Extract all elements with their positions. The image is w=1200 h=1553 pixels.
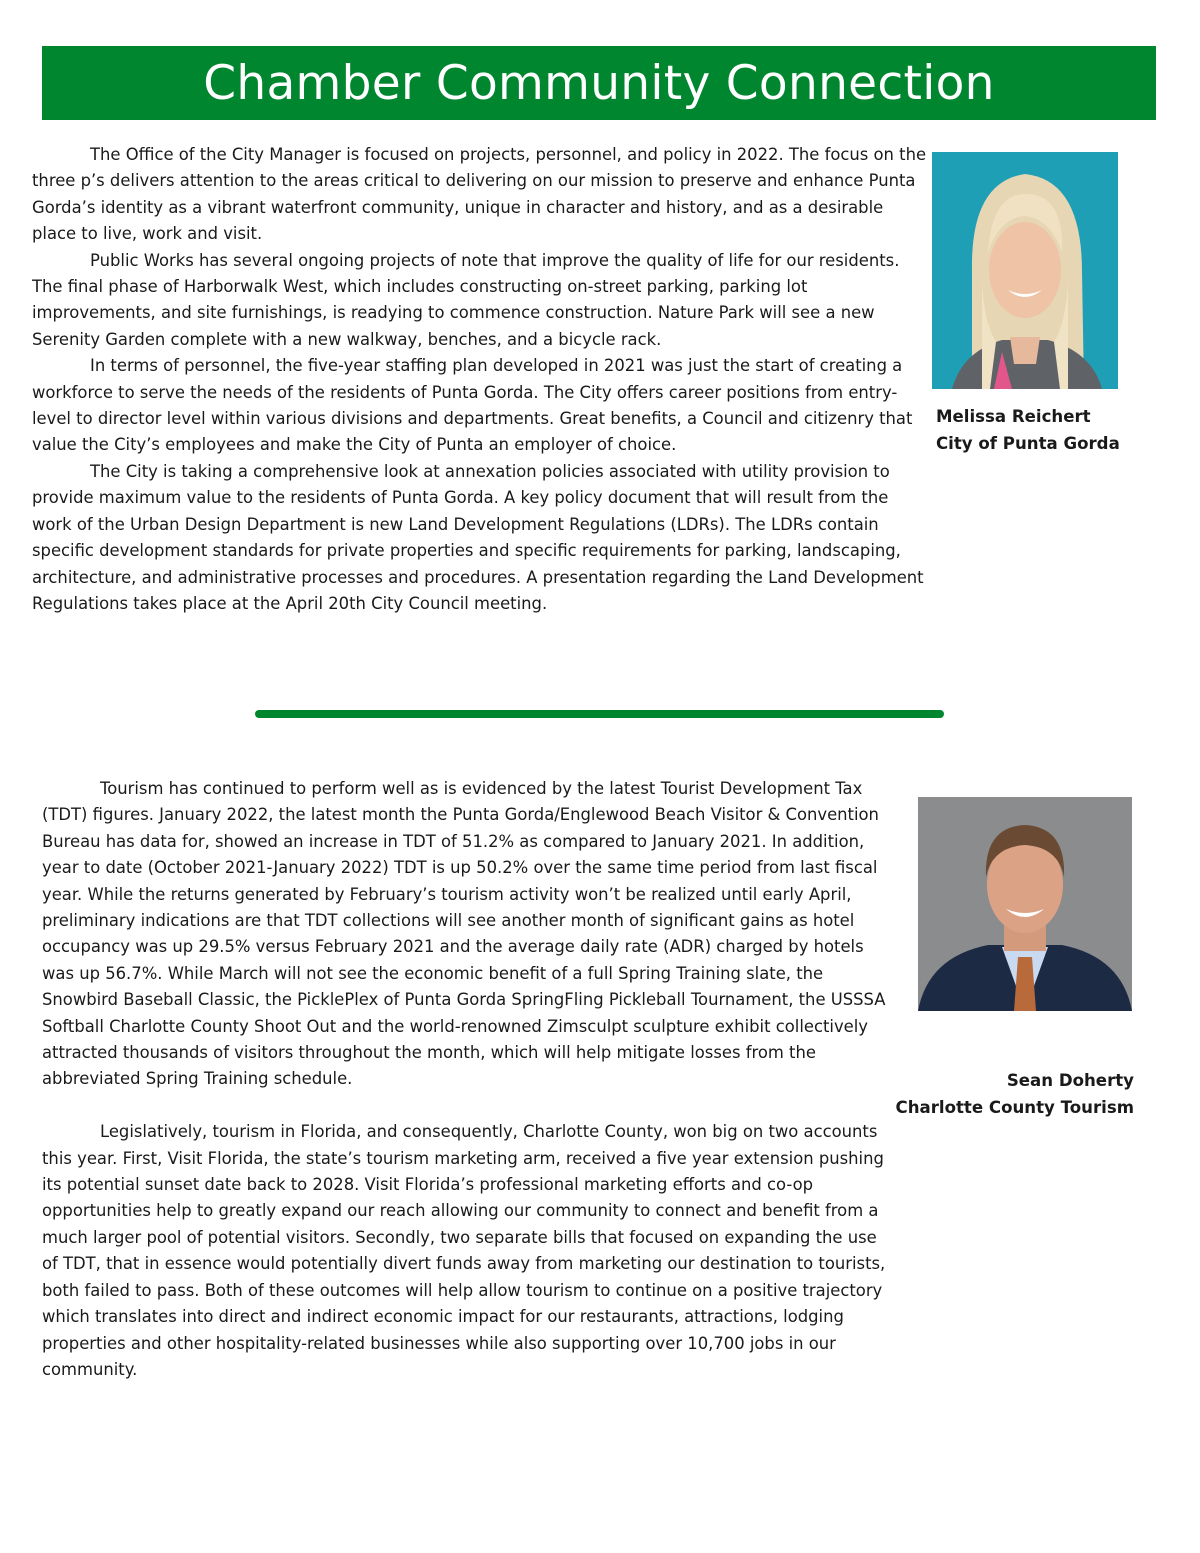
author-organization: Charlotte County Tourism <box>895 1097 1134 1117</box>
article-paragraph: The Office of the City Manager is focused on projects, personnel, and policy in 2022. The focus on the three p’s delivers attention to the areas critical to delivering on our mission to preserve and enhance Punta Gorda’s identity as a vibrant waterfront community, unique in character and history, and as a desirable place to live, work and visit. <box>32 145 927 244</box>
header-banner <box>42 46 1156 120</box>
author-caption-2 <box>880 1068 1134 1121</box>
page-title: Chamber Community Connection <box>203 55 995 111</box>
article-paragraph: Tourism has continued to perform well as is evidenced by the latest Tourist Development Tax (TDT) figures. January 2022, the latest month the Punta Gorda/Englewood Beach Visitor & Convention Bureau has data for, showed an increase in TDT of 51.2% as compared to January 2021. In addition, year to date (October 2021-January 2022) TDT is up 50.2% over the same time period from last fiscal year. While the returns generated by February’s tourism activity won’t be realized until early April, preliminary indications are that TDT collections will see another month of significant gains as hotel occupancy was up 29.5% versus February 2021 and the average daily rate (ADR) charged by hotels was up 56.7%. While March will not see the economic benefit of a full Spring Training slate, the Snowbird Baseball Classic, the PicklePlex of Punta Gorda SpringFling Pickleball Tournament, the USSSA Softball Charlotte County Shoot Out and the world-renowned Zimsculpt sculpture exhibit collectively attracted thousands of visitors throughout the month, which will help mitigate losses from the abbreviated Spring Training schedule. <box>42 779 886 1089</box>
article-paragraph: Public Works has several ongoing projects of note that improve the quality of life for our residents. The final phase of Harborwalk West, which includes constructing on-street parking, parking lot improvements, and site furnishings, is readying to commence construction. Nature Park will see a new Serenity Garden complete with a new walkway, benches, and a bicycle rack. <box>32 250 900 349</box>
author-name: Sean Doherty <box>1006 1071 1134 1090</box>
article-paragraph: Legislatively, tourism in Florida, and consequently, Charlotte County, won big on two accounts this year. First, Visit Florida, the state’s tourism marketing arm, received a five year extension pushing its potential sunset date back to 2028. Visit Florida’s professional marketing efforts and co-op opportunities help to greatly expand our reach allowing our community to connect and benefit from a much larger pool of potential visitors. Secondly, two separate bills that focused on expanding the use of TDT, that in essence would potentially divert funds away from marketing our destination to tourists, both failed to pass. Both of these outcomes will help allow tourism to continue on a positive trajectory which translates into direct and indirect economic impact for our restaurants, attractions, lodging properties and other hospitality-related businesses while also supporting over 10,700 jobs in our community. <box>42 1122 886 1379</box>
sean-doherty-photo <box>918 797 1132 1011</box>
melissa-reichert-photo <box>932 152 1118 389</box>
article-paragraph: The City is taking a comprehensive look at annexation policies associated with utility provision to provide maximum value to the residents of Punta Gorda. A key policy document that will result from the work of the Urban Design Department is new Land Development Regulations (LDRs). The LDRs contain specific development standards for private properties and specific requirements for parking, landscaping, architecture, and administrative processes and procedures. A presentation regarding the Land Development Regulations takes place at the April 20th City Council meeting. <box>32 461 924 613</box>
article-paragraph: In terms of personnel, the five-year staffing plan developed in 2021 was just the start of creating a workforce to serve the needs of the residents of Punta Gorda. The City offers career positions from entry-level to director level within various divisions and departments. Great benefits, a Council and citizenry that value the City’s employees and make the City of Punta an employer of choice. <box>32 356 913 455</box>
author-caption-1 <box>936 404 1120 457</box>
city-manager-article <box>32 142 927 617</box>
tourism-article <box>42 776 892 1383</box>
section-divider <box>255 710 944 718</box>
author-organization: City of Punta Gorda <box>936 433 1120 453</box>
author-name: Melissa Reichert <box>936 407 1091 426</box>
